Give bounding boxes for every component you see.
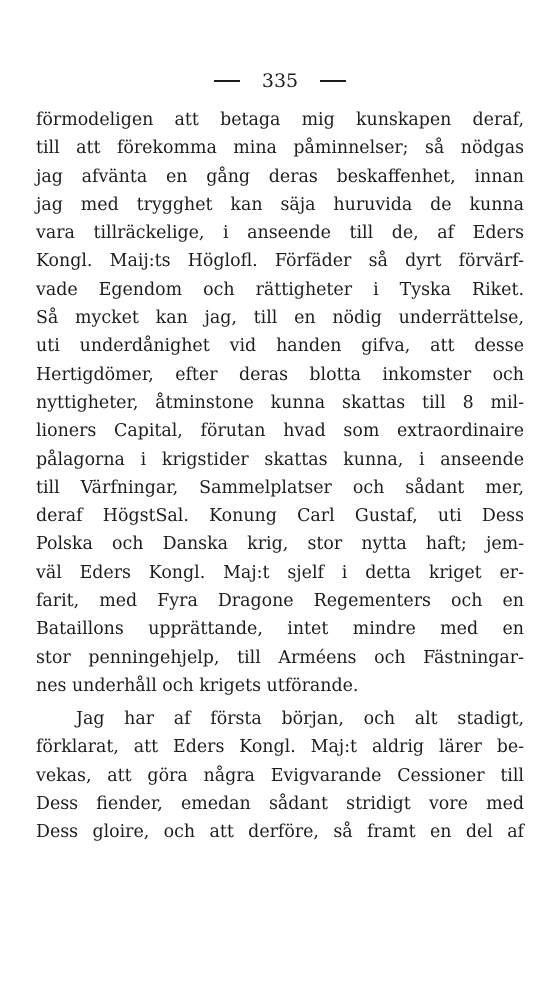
text-line: farit, med Fyra Dragone Regementers och en (36, 591, 524, 612)
paragraph-2 (36, 705, 524, 846)
text-line: Dess fiender, emedan sådant stridigt vore med (36, 793, 524, 814)
text-line: nes underhåll och krigets utförande. (36, 675, 359, 696)
text-line: uti underdånighet vid handen gifva, att desse (36, 336, 524, 357)
text-line: nyttigheter, åtminstone kunna skattas till 8 mil- (36, 392, 524, 413)
text-line: till Värfningar, Sammelplatser och sådant mer, (36, 477, 524, 498)
text-line: lioners Capital, förutan hvad som extraordinaire (36, 421, 524, 442)
text-line: Kongl. Maij:ts Höglofl. Förfäder så dyrt förvärf- (36, 251, 524, 272)
text-line: Bataillons upprättande, intet mindre med en (36, 619, 524, 640)
text-line: Polska och Danska krig, stor nytta haft; jem- (36, 534, 524, 555)
text-line: deraf HögstSal. Konung Carl Gustaf, uti Dess (36, 506, 524, 527)
text-line: förmodeligen att betaga mig kunskapen deraf, (36, 110, 524, 130)
text-line: förklarat, att Eders Kongl. Maj:t aldrig lärer be- (36, 737, 524, 758)
text-line: Så mycket kan jag, till en nödig underrättelse, (36, 308, 524, 329)
text-line: stor penningehjelp, till Arméens och Fästningar- (36, 647, 524, 668)
text-line: Jag har af första början, och alt stadigt, (76, 709, 524, 729)
text-line: till att förekomma mina påminnelser; så nödgas (36, 138, 524, 159)
text-line: väl Eders Kongl. Maj:t sjelf i detta kriget er- (36, 562, 524, 583)
page-header (0, 70, 560, 92)
text-line: vara tillräckelige, i anseende till de, af Eders (36, 223, 524, 244)
text-line: vekas, att göra några Evigvarande Cessioner till (36, 765, 524, 786)
text-line: jag afvänta en gång deras beskaffenhet, innan (36, 166, 524, 187)
text-line: Dess gloire, och att derföre, så framt en del af (36, 822, 524, 843)
page-number: 335 (261, 70, 299, 92)
text-line: jag med trygghet kan säja huruvida de kunna (36, 194, 524, 215)
paragraph-1 (36, 106, 524, 700)
text-line: vade Egendom och rättigheter i Tyska Riket. (36, 279, 524, 300)
header-dash-right (320, 80, 346, 82)
text-line: pålagorna i krigstider skattas kunna, i anseende (36, 449, 524, 470)
text-line: Hertigdömer, efter deras blotta inkomster och (36, 364, 524, 385)
header-dash-left (214, 80, 240, 82)
